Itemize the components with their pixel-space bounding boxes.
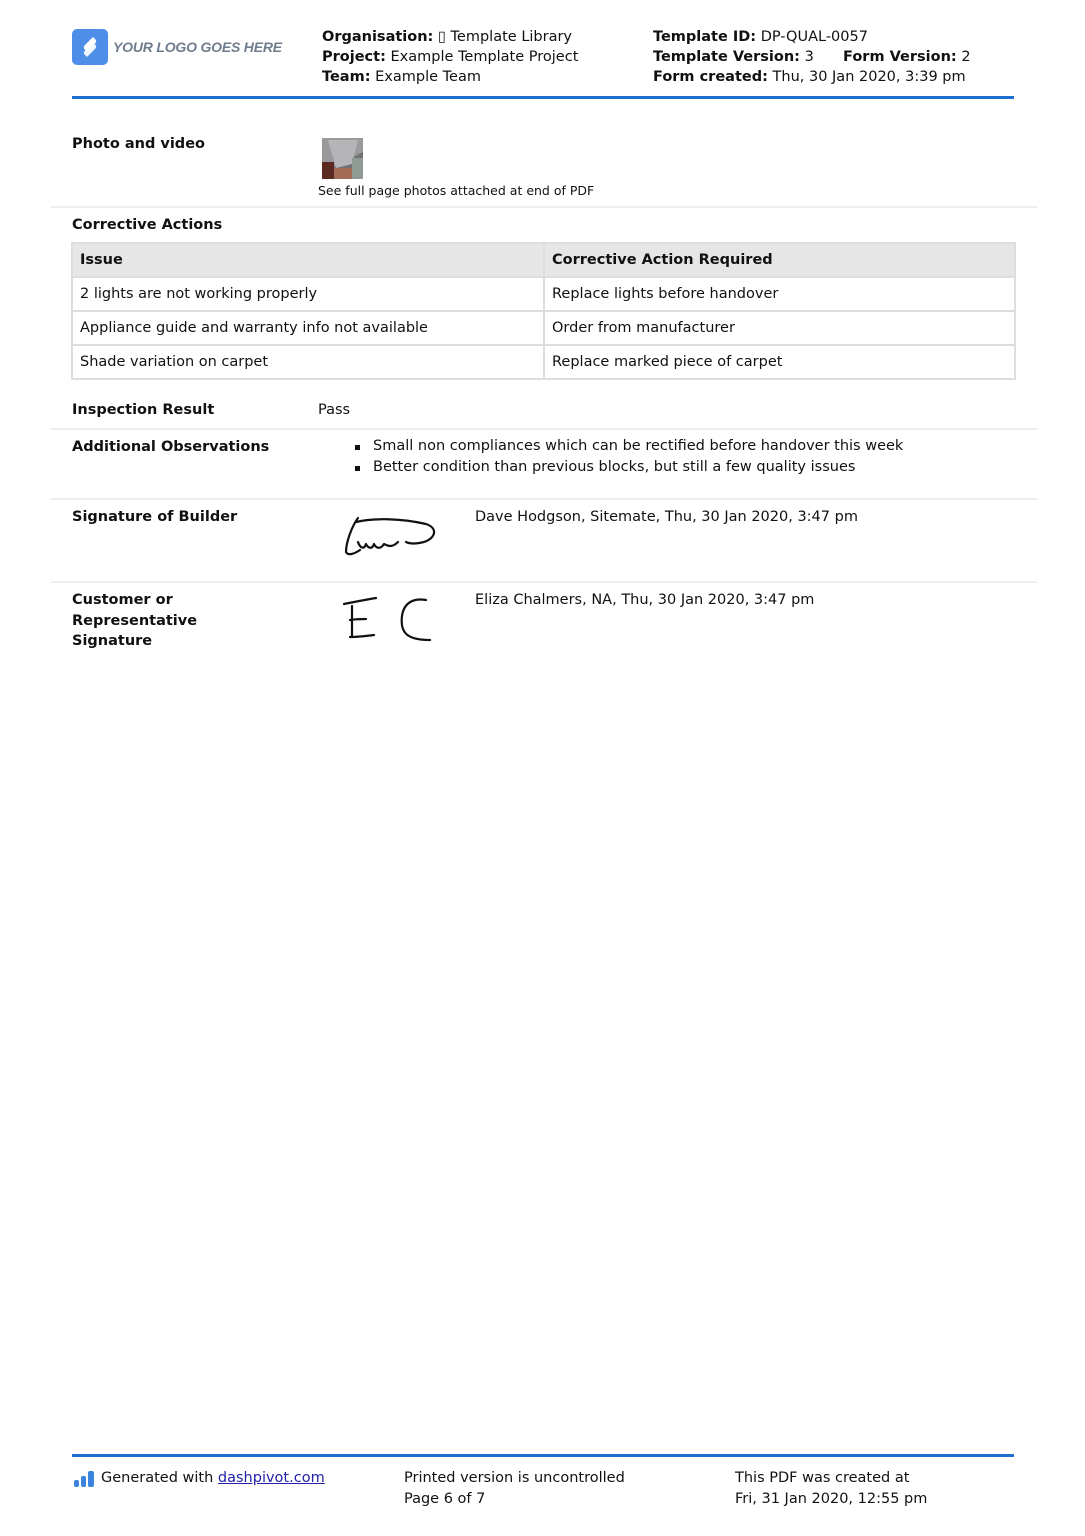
form-created-line xyxy=(653,67,971,87)
team-value: Example Team xyxy=(375,69,481,85)
table-row xyxy=(72,345,1015,379)
project-label: Project: xyxy=(322,49,386,65)
customer-signature-image xyxy=(340,592,440,651)
organisation-value: ▯ Template Library xyxy=(437,29,573,45)
builder-signature-label: Signature of Builder xyxy=(72,509,238,525)
header-divider xyxy=(72,96,1014,99)
organisation-label: Organisation: xyxy=(322,29,434,45)
template-id-line xyxy=(653,27,971,47)
version-line xyxy=(653,47,971,67)
builder-signature-details: Dave Hodgson, Sitemate, Thu, 30 Jan 2020, 3:47 pm xyxy=(475,509,858,525)
pdf-created-date: Fri, 31 Jan 2020, 12:55 pm xyxy=(735,1491,928,1507)
dashpivot-icon xyxy=(74,1471,94,1487)
additional-observations-label: Additional Observations xyxy=(72,439,270,455)
template-id-label: Template ID: xyxy=(653,29,757,45)
column-header-action: Corrective Action Required xyxy=(544,243,1015,277)
company-logo xyxy=(72,29,282,65)
generated-prefix: Generated with xyxy=(101,1470,218,1486)
inspection-result-label: Inspection Result xyxy=(72,402,215,418)
customer-signature-label-line: Representative xyxy=(72,612,198,629)
customer-signature-label-line: Customer or xyxy=(72,592,173,608)
observation-item: Better condition than previous blocks, but still a few quality issues xyxy=(354,457,903,478)
customer-signature-label xyxy=(72,590,197,652)
page-number: Page 6 of 7 xyxy=(404,1491,486,1507)
photo-thumbnail[interactable] xyxy=(322,138,363,179)
section-divider xyxy=(51,581,1037,583)
form-version-value: 2 xyxy=(961,49,971,65)
template-version-label: Template Version: xyxy=(653,49,800,65)
footer-print-info xyxy=(404,1468,625,1510)
builder-signature-image xyxy=(340,512,440,566)
observation-item: Small non compliances which can be rectified before handover this week xyxy=(354,436,903,457)
table-header-row xyxy=(72,243,1015,277)
customer-signature-label-line: Signature xyxy=(72,633,153,649)
pdf-created-label: This PDF was created at xyxy=(735,1470,910,1486)
issue-cell: Shade variation on carpet xyxy=(72,345,544,379)
table-row xyxy=(72,311,1015,345)
photo-video-label: Photo and video xyxy=(72,136,205,152)
uncontrolled-note: Printed version is uncontrolled xyxy=(404,1470,625,1486)
observations-list xyxy=(354,436,903,478)
form-created-label: Form created: xyxy=(653,69,768,85)
form-version-label: Form Version: xyxy=(843,49,957,65)
action-cell: Replace marked piece of carpet xyxy=(544,345,1015,379)
template-id-value: DP-QUAL-0057 xyxy=(760,29,868,45)
photo-note: See full page photos attached at end of PDF xyxy=(318,183,595,198)
team-label: Team: xyxy=(322,69,371,85)
table-row xyxy=(72,277,1015,311)
corrective-actions-label: Corrective Actions xyxy=(72,217,223,233)
action-cell: Order from manufacturer xyxy=(544,311,1015,345)
project-line xyxy=(322,47,578,67)
logo-text: YOUR LOGO GOES HERE xyxy=(113,39,282,55)
project-value: Example Template Project xyxy=(390,49,579,65)
team-line xyxy=(322,67,578,87)
customer-signature-details: Eliza Chalmers, NA, Thu, 30 Jan 2020, 3:47 pm xyxy=(475,592,815,608)
footer-divider xyxy=(72,1454,1014,1457)
issue-cell: Appliance guide and warranty info not available xyxy=(72,311,544,345)
template-version-value: 3 xyxy=(804,49,814,65)
form-created-value: Thu, 30 Jan 2020, 3:39 pm xyxy=(772,69,966,85)
section-divider xyxy=(51,498,1037,500)
footer-generated xyxy=(74,1468,325,1489)
corrective-actions-table xyxy=(71,242,1016,380)
column-header-issue: Issue xyxy=(72,243,544,277)
action-cell: Replace lights before handover xyxy=(544,277,1015,311)
header-template-info xyxy=(653,27,971,87)
issue-cell: 2 lights are not working properly xyxy=(72,277,544,311)
footer-created-info xyxy=(735,1468,927,1510)
dashpivot-link[interactable]: dashpivot.com xyxy=(217,1470,325,1486)
organisation-line xyxy=(322,27,578,47)
section-divider xyxy=(51,206,1037,208)
header-org-info xyxy=(322,27,578,87)
section-divider xyxy=(51,428,1037,430)
logo-icon xyxy=(72,29,108,65)
inspection-result-value: Pass xyxy=(318,402,351,418)
